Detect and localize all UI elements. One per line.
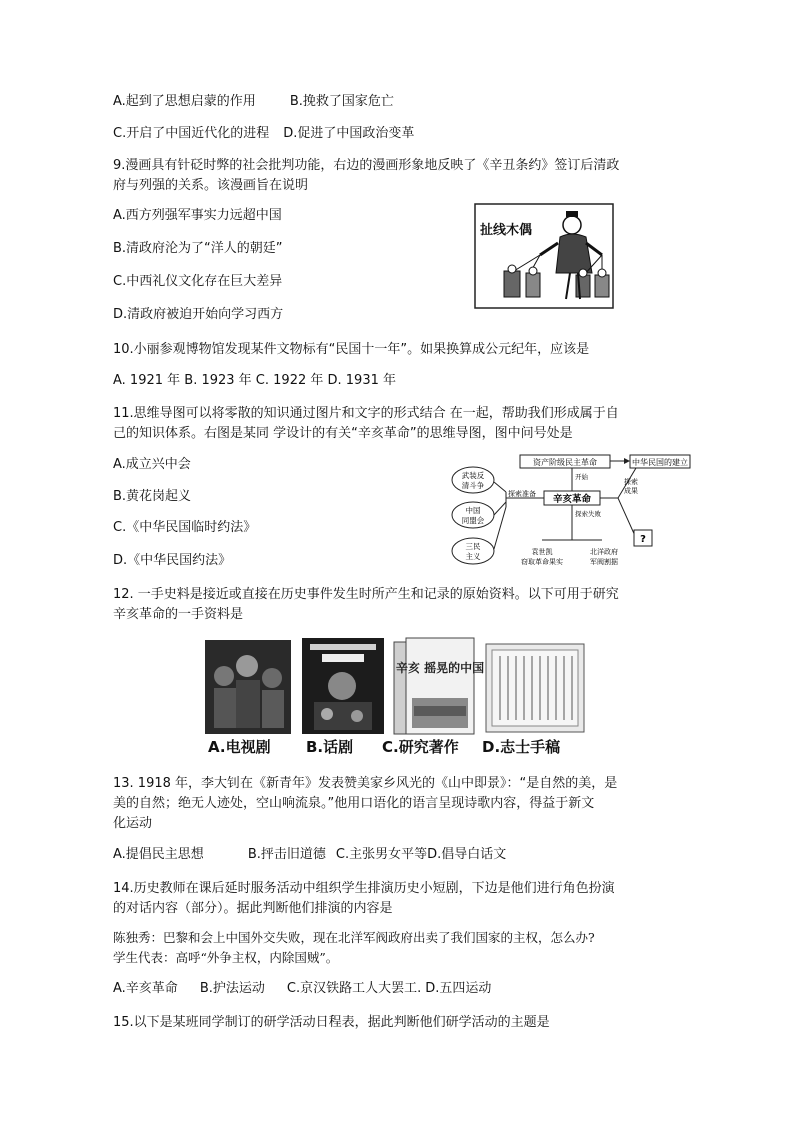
map-explore-fail: 探索失败 (575, 510, 601, 518)
map-open-label: 开始 (575, 473, 588, 481)
mind-map-diagram (448, 452, 693, 572)
q14-stem-line1: 14.历史教师在课后延时服务活动中组织学生排演历史小短剧，下边是他们进行角色扮演 (113, 881, 615, 896)
q11-stem-line1: 11.思维导图可以将零散的知识通过图片和文字的形式结合 在一起，帮助我们形成属于自 (113, 406, 619, 421)
q13-option-a: A.提倡民主思想 (113, 847, 204, 862)
q14-option-d: D.五四运动 (425, 981, 492, 996)
map-left3-b: 主义 (465, 552, 481, 561)
q12-stem-line2: 辛亥革命的一手资料是 (113, 607, 244, 622)
map-result-b: 成果 (624, 487, 638, 495)
q10-stem: 10.小丽参观博物馆发现某件文物标有“民国十一年”。如果换算成公元纪年，应该是 (113, 342, 590, 357)
q13-stem-line1: 13. 1918 年，李大钊在《新青年》发表赞美家乡风光的《山中即景》：“是自然的美，是 (113, 776, 618, 791)
q11-option-a: A.成立兴中会 (113, 457, 191, 472)
map-left1-a: 武装反 (461, 471, 485, 480)
cartoon-title: 扯线木偶 (480, 223, 533, 238)
map-left2-a: 中国 (465, 506, 481, 515)
q13-stem-line2: 美的自然；绝无人迹处，空山响流泉。”他用口语化的语言呈现诗歌内容，得益于新文 (113, 796, 595, 811)
q8-option-c: C.开启了中国近代化的进程 (113, 126, 270, 141)
q12-captions (202, 736, 592, 760)
q14-option-b: B.护法运动 (199, 981, 265, 996)
caption-c: C.研究著作 (382, 738, 459, 756)
caption-b: B.话剧 (306, 738, 354, 756)
q12-image-strip (202, 636, 592, 738)
map-left3-a: 三民 (465, 542, 481, 551)
q9-option-d: D.清政府被迫开始向学习西方 (113, 307, 284, 322)
q9-option-c: C.中西礼仪文化存在巨大差异 (113, 274, 283, 289)
q11-option-b: B.黄花岗起义 (113, 489, 192, 504)
q9-stem-line1: 9.漫画具有针砭时弊的社会批判功能，右边的漫画形象地反映了《辛丑条约》签订后清政 (113, 158, 620, 173)
q12-images (202, 636, 592, 762)
map-left1-b: 清斗争 (461, 481, 485, 490)
q11-stem-line2: 己的知识体系。右图是某同 学设计的有关“辛亥革命”的思维导图，图中问号处是 (113, 426, 573, 441)
q8-options-row1 (113, 92, 394, 112)
q14-option-c: C.京汉铁路工人大罢工. (286, 981, 422, 996)
map-center: 辛亥革命 (552, 494, 592, 505)
q8-options-row2 (113, 124, 414, 144)
caption-a: A.电视剧 (208, 738, 271, 756)
q11-option-c: C.《中华民国临时约法》 (113, 520, 257, 535)
q13-option-c: C.主张男女平等 (335, 847, 428, 862)
q8-option-d: D.促进了中国政治变革 (283, 126, 415, 141)
map-top-right: 中华民国的建立 (632, 458, 688, 467)
q13-option-b: B.抨击旧道德 (247, 847, 326, 862)
q9-option-a: A.西方列强军事实力远超中国 (113, 208, 282, 223)
caption-d: D.志士手稿 (482, 738, 561, 756)
q11-option-d: D.《中华民国约法》 (113, 553, 232, 568)
q13-options (113, 845, 506, 865)
q12-stem-line1: 12. 一手史料是接近或直接在历史事件发生时所产生和记录的原始资料。以下可用于研究 (113, 587, 619, 602)
map-question-mark: ? (640, 534, 646, 545)
q9-option-b: B.清政府沦为了“洋人的朝廷” (113, 241, 283, 256)
map-result-a: 探索 (624, 478, 638, 486)
q14-stem-line2: 的对话内容（部分）。据此判断他们排演的内容是 (113, 901, 393, 916)
q13-option-d: D.倡导白话文 (427, 847, 507, 862)
map-bottom1-a: 袁世凯 (531, 548, 553, 556)
map-bottom2-a: 北洋政府 (590, 548, 618, 556)
q15-stem: 15.以下是某班同学制订的研学活动日程表，据此判断他们研学活动的主题是 (113, 1015, 550, 1030)
q11-mind-map (448, 452, 693, 572)
q8-option-a: A.起到了思想启蒙的作用 (113, 94, 256, 109)
q9-cartoon (474, 203, 614, 309)
map-left2-b: 同盟会 (461, 516, 485, 525)
puppet-cartoon-image (474, 203, 614, 309)
map-bottom1-b: 窃取革命果实 (521, 558, 563, 566)
q13-stem-line3: 化运动 (113, 816, 153, 831)
map-explore-prep: 探索准备 (508, 490, 536, 498)
map-top-left: 资产阶级民主革命 (533, 458, 597, 467)
q9-stem-line2: 府与列强的关系。该漫画旨在说明 (113, 178, 309, 193)
book-title: 辛亥 摇晃的中国 (395, 661, 485, 675)
q10-options: A. 1921 年 B. 1923 年 C. 1922 年 D. 1931 年 (113, 373, 396, 388)
q14-dialog-line1: 陈独秀：巴黎和会上中国外交失败，现在北洋军阀政府出卖了我们国家的主权，怎么办? (113, 930, 595, 945)
map-bottom2-b: 军阀割据 (590, 558, 618, 566)
q14-option-a: A.辛亥革命 (113, 981, 178, 996)
q8-option-b: B.挽救了国家危亡 (289, 94, 394, 109)
q14-options (113, 979, 491, 999)
q14-dialog-line2: 学生代表：高呼“外争主权，内除国贼”。 (113, 950, 339, 965)
